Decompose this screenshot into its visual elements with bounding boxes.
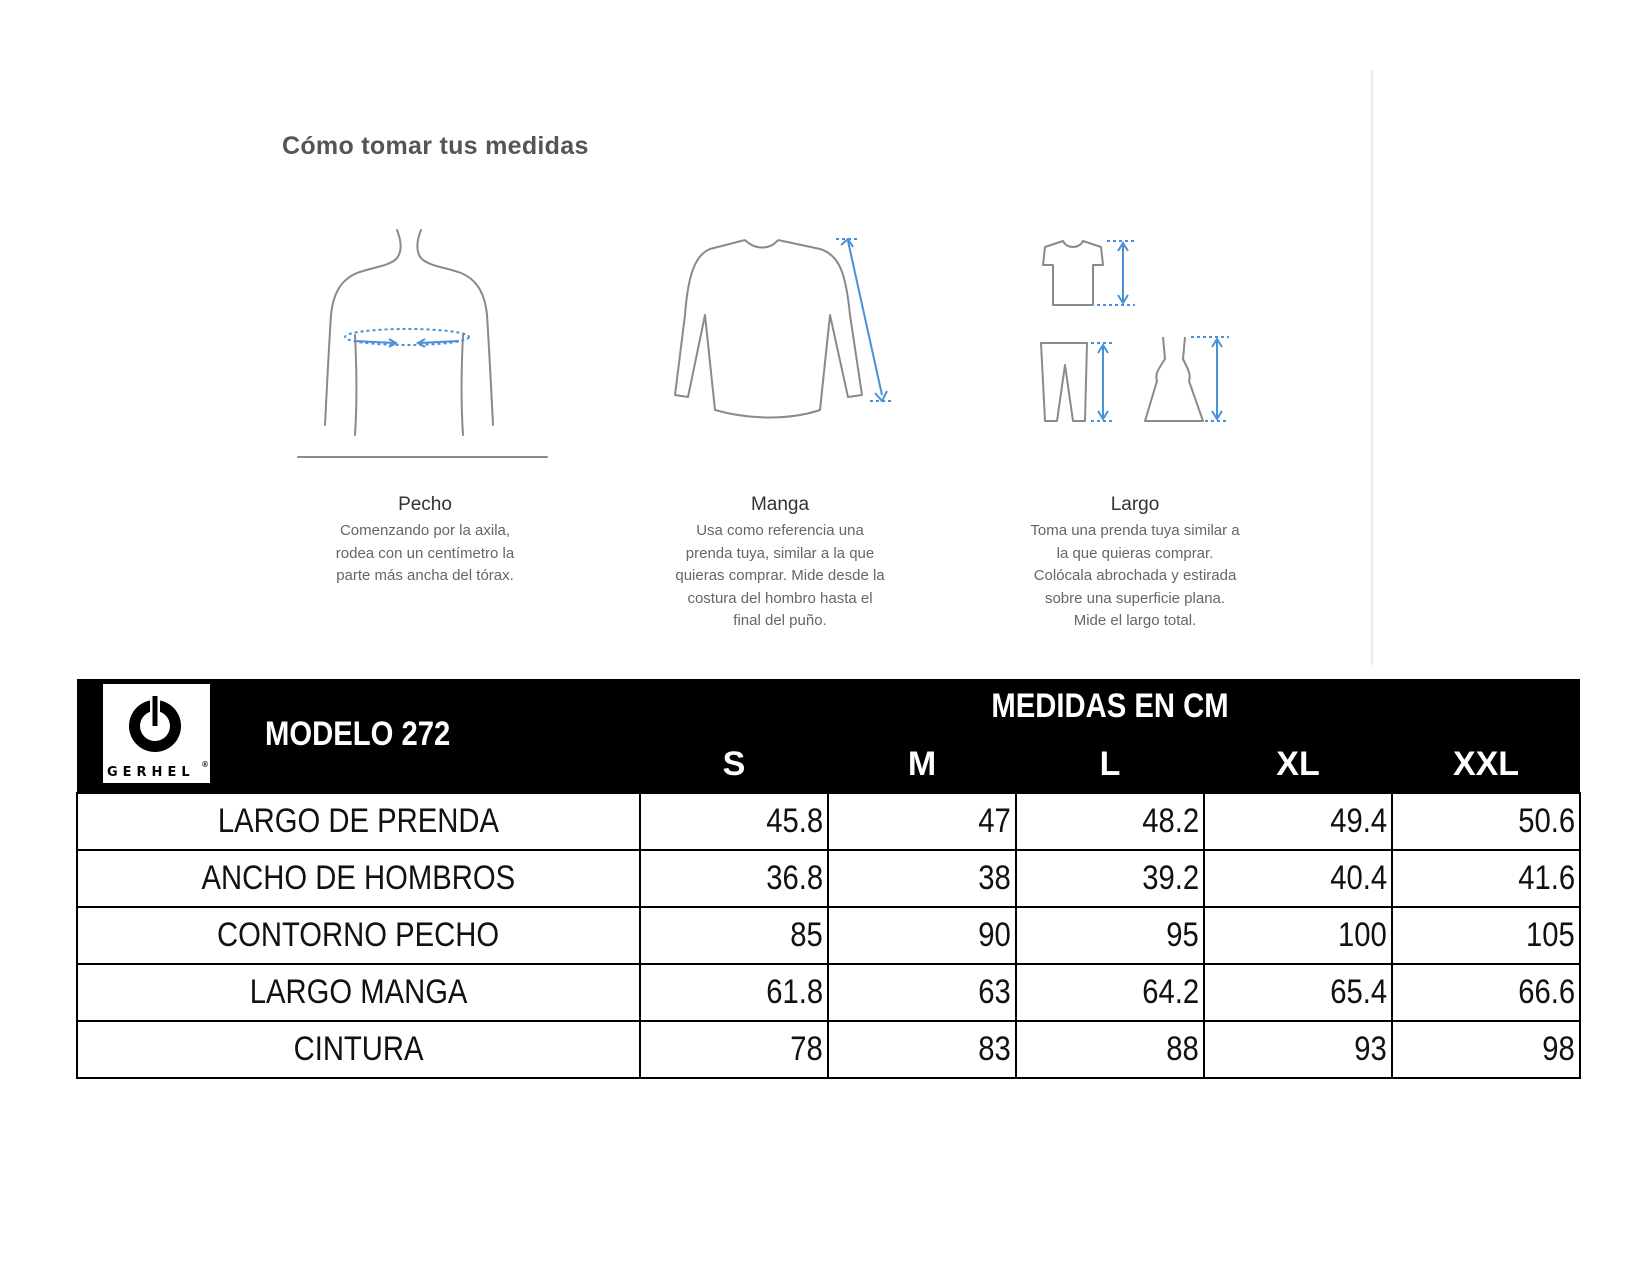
cell-value	[1016, 907, 1204, 964]
table-row	[77, 850, 1580, 907]
cell-text: 41.6	[1518, 859, 1575, 897]
caption-line: la que quieras comprar.	[1056, 544, 1214, 562]
cell-value	[1016, 1021, 1204, 1078]
power-icon	[103, 684, 210, 764]
cell-text: 48.2	[1142, 802, 1199, 840]
cell-text: 98	[1542, 1030, 1575, 1068]
garments-icon	[1035, 235, 1235, 425]
table-row	[77, 793, 1580, 850]
chest-measure-illustration	[295, 225, 555, 460]
caption-line: Usa como referencia una	[696, 522, 864, 539]
cell-text: 83	[978, 1030, 1011, 1068]
cell-value	[1016, 850, 1204, 907]
table-row	[77, 1021, 1580, 1078]
caption-pecho	[295, 494, 555, 588]
cell-text: 50.6	[1518, 802, 1575, 840]
size-header-s: S	[722, 745, 746, 783]
length-measure-illustration	[1035, 235, 1235, 425]
vertical-divider	[1371, 70, 1373, 665]
cell-value	[1204, 907, 1392, 964]
caption-manga	[640, 494, 920, 633]
row-label-text: CINTURA	[293, 1030, 424, 1068]
cell-value	[1016, 964, 1204, 1021]
row-label	[77, 1021, 640, 1078]
guide-title: Cómo tomar tus medidas	[282, 132, 589, 160]
caption-line: Mide el largo total.	[1073, 612, 1197, 629]
long-sleeve-shirt-icon	[670, 235, 900, 435]
cell-text: 95	[1166, 916, 1199, 954]
cell-value	[828, 964, 1016, 1021]
model-label: MODELO 272	[265, 715, 451, 753]
cell-value	[1392, 964, 1580, 1021]
caption-title: Pecho	[398, 494, 452, 515]
caption-line: sobre una superficie plana.	[1044, 589, 1226, 607]
size-header-l: L	[1099, 745, 1121, 783]
caption-line: quieras comprar. Mide desde la	[675, 567, 885, 584]
size-table	[76, 679, 1581, 1079]
cell-text: 36.8	[766, 859, 823, 897]
row-label-text: CONTORNO PECHO	[217, 916, 500, 954]
table-row	[77, 964, 1580, 1021]
caption-line: Comenzando por la axila,	[339, 522, 511, 539]
cell-value	[640, 907, 828, 964]
cell-value	[1392, 850, 1580, 907]
cell-value	[640, 964, 828, 1021]
cell-text: 66.6	[1518, 973, 1575, 1011]
caption-largo	[995, 494, 1275, 633]
size-header-m: M	[907, 745, 937, 783]
units-label: MEDIDAS EN CM	[991, 687, 1229, 725]
table-header	[77, 679, 1580, 793]
cell-value	[640, 850, 828, 907]
row-label-text: LARGO DE PRENDA	[217, 802, 500, 840]
cell-text: 100	[1338, 916, 1387, 954]
cell-text: 78	[790, 1030, 823, 1068]
cell-value	[640, 1021, 828, 1078]
cell-text: 65.4	[1330, 973, 1387, 1011]
registered-mark: ®	[202, 760, 208, 769]
cell-value	[828, 1021, 1016, 1078]
cell-value	[1204, 1021, 1392, 1078]
table-row	[77, 907, 1580, 964]
cell-text: 88	[1166, 1030, 1199, 1068]
size-header-xl: XL	[1276, 745, 1320, 783]
brand-logo	[103, 684, 210, 783]
cell-text: 90	[978, 916, 1011, 954]
caption-text	[995, 520, 1275, 633]
cell-value	[1204, 793, 1392, 850]
caption-line: prenda tuya, similar a la que	[685, 544, 875, 562]
caption-line: costura del hombro hasta el	[687, 589, 873, 607]
sizes-header-cell	[640, 679, 1580, 793]
brand-name: GERHEL	[107, 765, 195, 780]
cell-text: 85	[790, 916, 823, 954]
caption-line: parte más ancha del tórax.	[336, 567, 514, 584]
row-label	[77, 793, 640, 850]
caption-line: rodea con un centímetro la	[335, 544, 515, 562]
torso-icon	[295, 225, 555, 460]
cell-value	[1204, 964, 1392, 1021]
caption-line: Toma una prenda tuya similar a	[1030, 522, 1240, 539]
cell-text: 49.4	[1330, 802, 1387, 840]
cell-value	[1204, 850, 1392, 907]
cell-text: 63	[978, 973, 1011, 1011]
caption-text	[640, 520, 920, 633]
cell-value	[1392, 907, 1580, 964]
model-header-cell	[77, 679, 640, 793]
cell-value	[828, 793, 1016, 850]
caption-title: Largo	[1110, 494, 1160, 515]
row-label-text: ANCHO DE HOMBROS	[201, 859, 516, 897]
cell-text: 39.2	[1142, 859, 1199, 897]
cell-text: 47	[978, 802, 1011, 840]
sleeve-measure-illustration	[670, 235, 900, 435]
row-label	[77, 850, 640, 907]
cell-text: 105	[1526, 916, 1575, 954]
cell-text: 45.8	[766, 802, 823, 840]
caption-line: final del puño.	[733, 612, 827, 629]
cell-value	[828, 850, 1016, 907]
cell-value	[640, 793, 828, 850]
row-label-text: LARGO MANGA	[249, 973, 468, 1011]
row-label	[77, 907, 640, 964]
size-header-xxl: XXL	[1452, 745, 1520, 783]
cell-value	[1392, 1021, 1580, 1078]
cell-text: 40.4	[1330, 859, 1387, 897]
cell-value	[1016, 793, 1204, 850]
caption-line: Colócala abrochada y estirada	[1033, 567, 1237, 584]
cell-text: 38	[978, 859, 1011, 897]
cell-text: 61.8	[766, 973, 823, 1011]
caption-title: Manga	[750, 494, 810, 515]
cell-value	[828, 907, 1016, 964]
row-label	[77, 964, 640, 1021]
cell-value	[1392, 793, 1580, 850]
cell-text: 64.2	[1142, 973, 1199, 1011]
cell-text: 93	[1354, 1030, 1387, 1068]
caption-text	[295, 520, 555, 588]
